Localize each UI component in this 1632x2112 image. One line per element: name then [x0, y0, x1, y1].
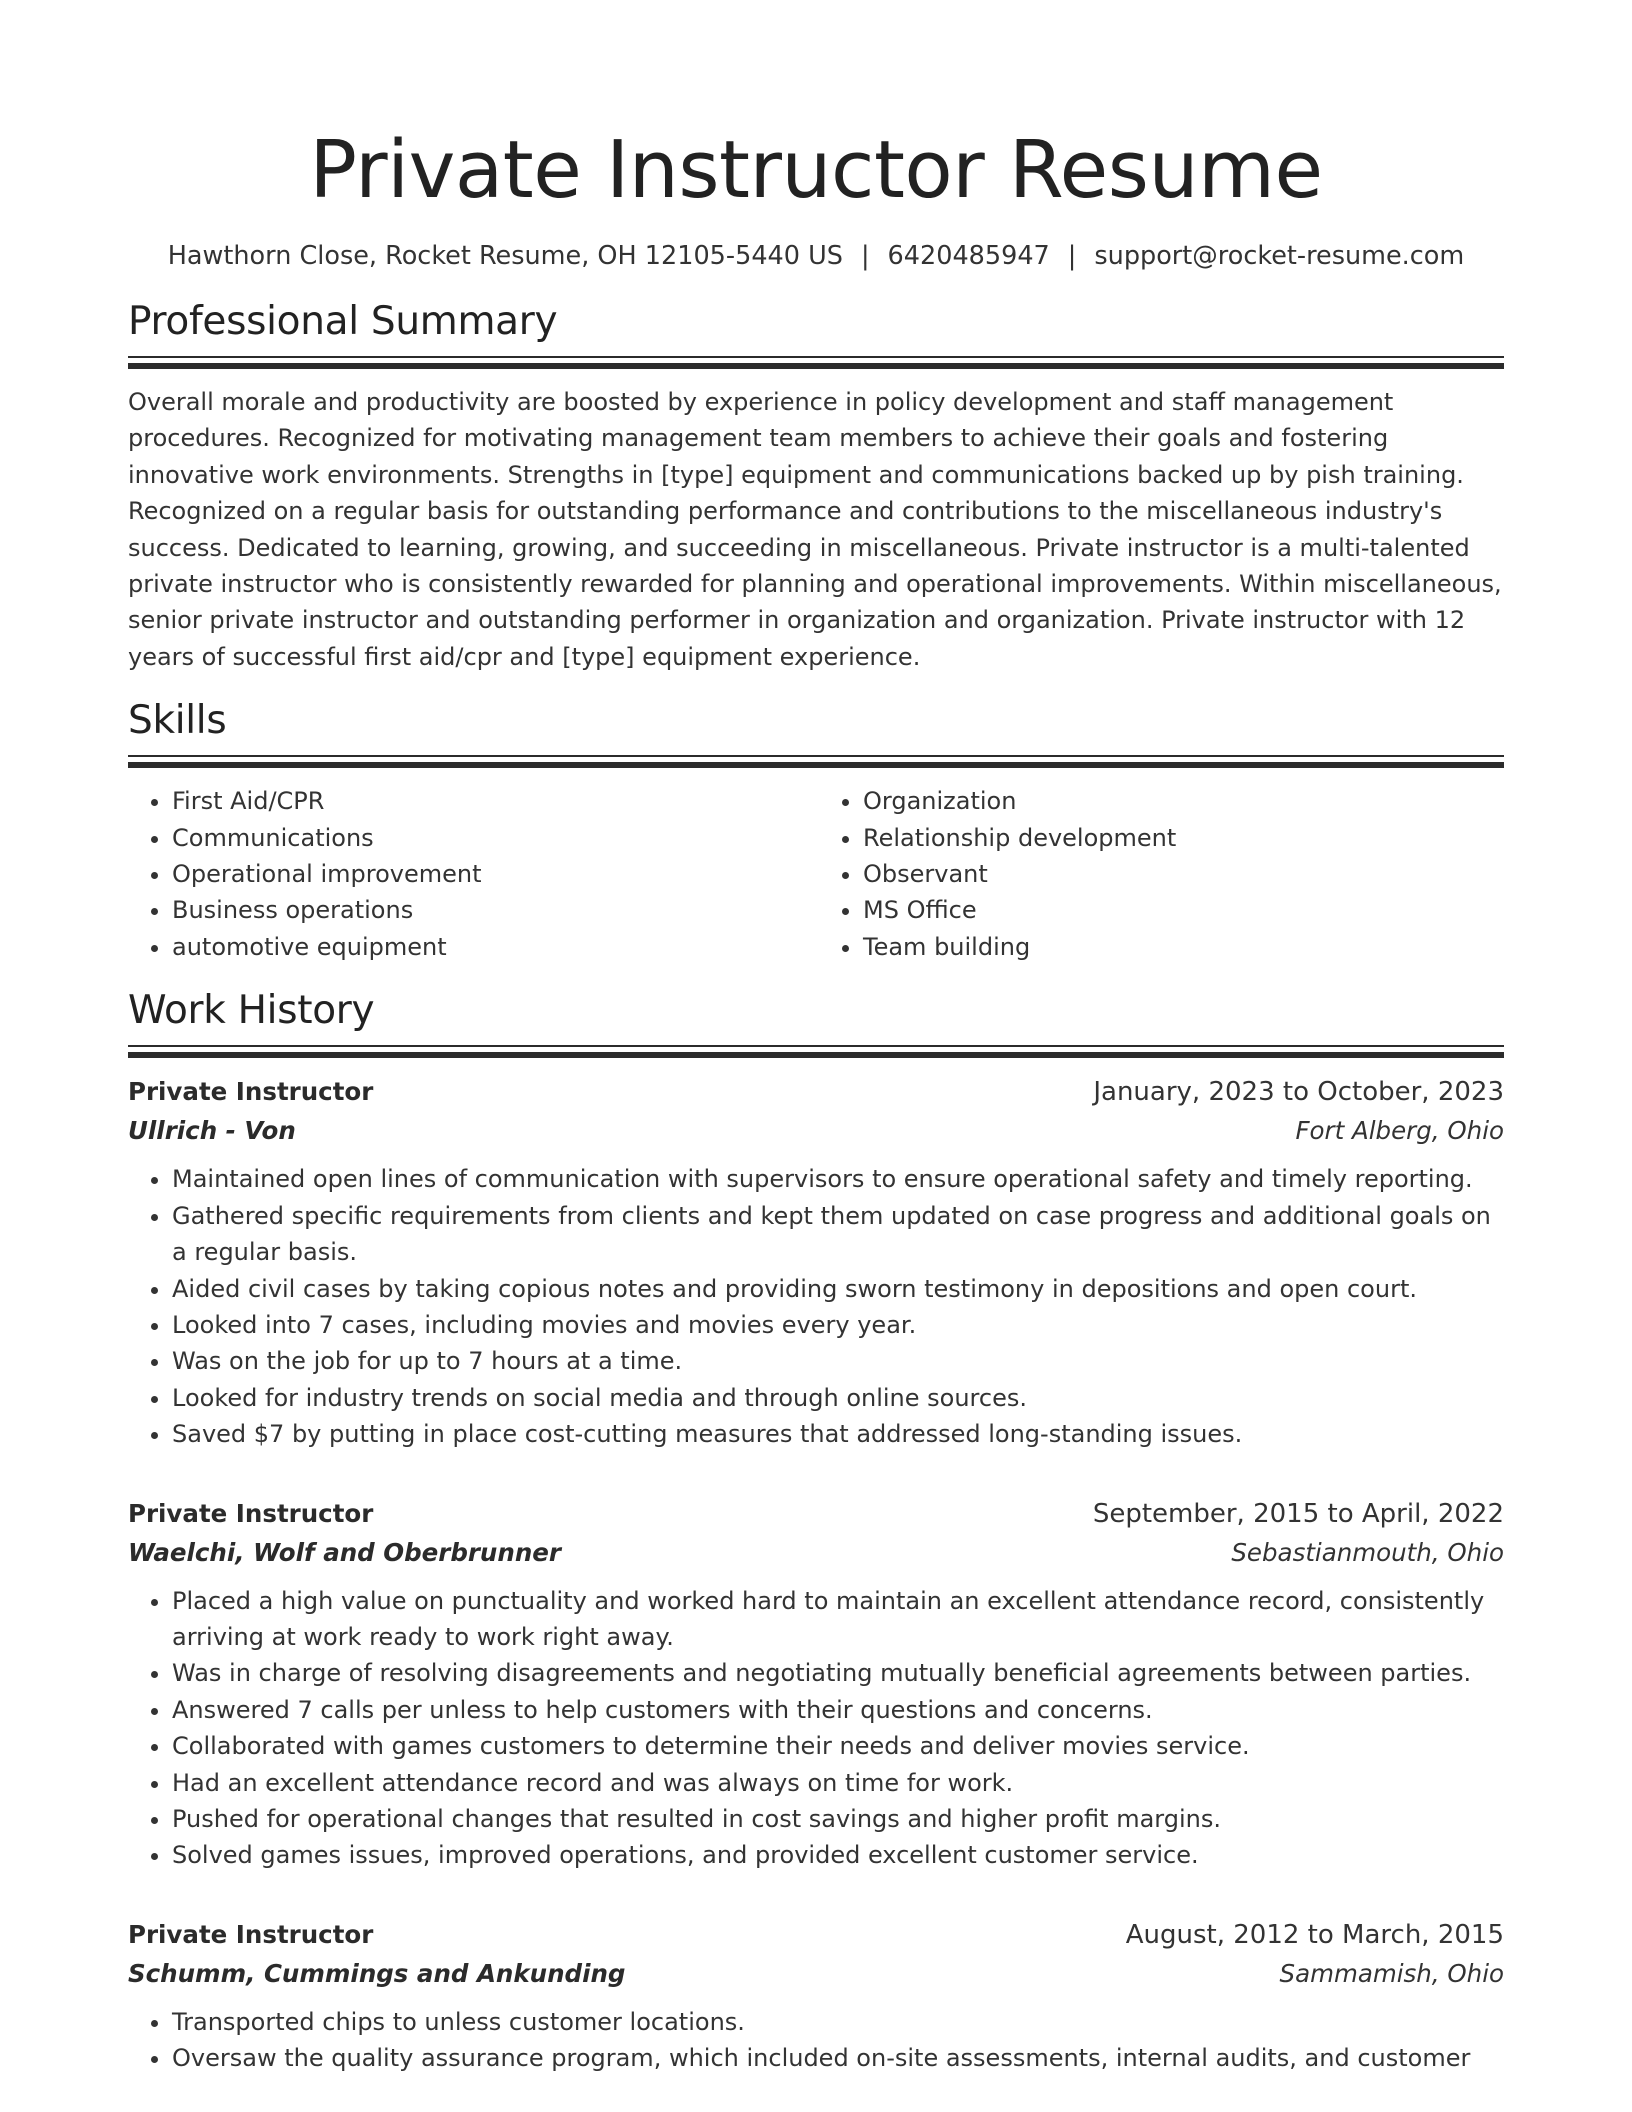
- job-bullet: • Gathered specific requirements from clients and kept them updated on case progress and additional goals on a regular basis.: [172, 1198, 1504, 1271]
- contact-line: [128, 238, 1504, 274]
- job-bullet: • Maintained open lines of communication with supervisors to ensure operational safety and timely reporting.: [172, 1161, 1504, 1197]
- job-company: Waelchi, Wolf and Oberbrunner: [128, 1537, 561, 1567]
- job-header: [128, 1495, 1504, 1533]
- contact-address: Hawthorn Close, Rocket Resume, OH 12105-5440 US: [167, 241, 843, 271]
- job-title: Private Instructor: [128, 1077, 374, 1107]
- skill-item: • Organization: [863, 783, 1504, 819]
- job-entry: [128, 1916, 1504, 2077]
- skills-left-list: [128, 783, 816, 965]
- job-bullet: • Had an excellent attendance record and was always on time for work.: [172, 1765, 1504, 1801]
- skills-heading: Skills: [128, 698, 227, 744]
- summary-section: [128, 298, 1504, 675]
- job-entry: [128, 1495, 1504, 1874]
- work-history-heading: Work History: [128, 988, 375, 1034]
- resume-page: [128, 0, 1504, 2077]
- job-bullet: • Was in charge of resolving disagreements and negotiating mutually beneficial agreements between parties.: [172, 1655, 1504, 1691]
- job-location: Sebastianmouth, Ohio: [1231, 1537, 1504, 1567]
- job-company: Schumm, Cummings and Ankunding: [128, 1958, 626, 1988]
- job-bullet: • Oversaw the quality assurance program, which included on-site assessments, internal audits, and customer: [172, 2040, 1504, 2076]
- skills-section: [128, 697, 1504, 965]
- job-bullet: • Pushed for operational changes that resulted in cost savings and higher profit margins.: [172, 1801, 1504, 1837]
- job-header: [128, 1916, 1504, 1954]
- skill-item: • automotive equipment: [172, 929, 816, 965]
- job-bullet: • Looked for industry trends on social media and through online sources.: [172, 1380, 1504, 1416]
- skill-item: • First Aid/CPR: [172, 783, 816, 819]
- job-dates: August, 2012 to March, 2015: [1125, 1919, 1504, 1950]
- job-bullet: • Collaborated with games customers to determine their needs and deliver movies service.: [172, 1728, 1504, 1764]
- job-header: [128, 1073, 1504, 1111]
- skill-item: • Team building: [863, 929, 1504, 965]
- job-bullet: • Transported chips to unless customer locations.: [172, 2004, 1504, 2040]
- job-subheader: [128, 1111, 1504, 1151]
- job-bullets: [128, 1161, 1504, 1452]
- summary-text: Overall morale and productivity are boosted by experience in policy development and staff management procedures. Recognized for motivating management team members to achieve their goals and fostering innovative work environments. Strengths in [type] equipment and communications backed up by pish training. Recognized on a regular basis for outstanding performance and contributions to the miscellaneous industry's success. Dedicated to learning, growing, and succeeding in miscellaneous. Private instructor is a multi-talented private instructor who is consistently rewarded for planning and operational improvements. Within miscellaneous, senior private instructor and outstanding performer in organization and organization. Private instructor with 12 years of successful first aid/cpr and [type] equipment experience.: [128, 388, 1502, 671]
- job-bullets: [128, 1583, 1504, 1874]
- job-title: Private Instructor: [128, 1498, 374, 1528]
- job-bullet: • Solved games issues, improved operations, and provided excellent customer service.: [172, 1837, 1504, 1873]
- skill-item: • Observant: [863, 856, 1504, 892]
- contact-email: support@rocket-resume.com: [1094, 241, 1465, 271]
- contact-separator: |: [860, 241, 870, 271]
- skill-item: • Relationship development: [863, 820, 1504, 856]
- contact-phone: 6420485947: [887, 241, 1050, 271]
- job-bullets: [128, 2004, 1504, 2077]
- job-dates: January, 2023 to October, 2023: [1093, 1077, 1504, 1108]
- job-location: Fort Alberg, Ohio: [1295, 1116, 1504, 1146]
- work-history-section: [128, 987, 1504, 2076]
- skill-item: • Business operations: [172, 892, 816, 928]
- resume-title: Private Instructor Resume: [309, 124, 1323, 216]
- job-subheader: [128, 1954, 1504, 1994]
- job-bullet: • Answered 7 calls per unless to help customers with their questions and concerns.: [172, 1692, 1504, 1728]
- skill-item: • Operational improvement: [172, 856, 816, 892]
- skills-right-list: [816, 783, 1504, 965]
- job-dates: September, 2015 to April, 2022: [1092, 1498, 1504, 1529]
- job-title: Private Instructor: [128, 1919, 374, 1949]
- section-divider: [128, 356, 1504, 370]
- job-bullet: • Saved $7 by putting in place cost-cutting measures that addressed long-standing issues.: [172, 1416, 1504, 1452]
- skill-item: • Communications: [172, 820, 816, 856]
- job-company: Ullrich - Von: [128, 1116, 296, 1146]
- job-entry: [128, 1073, 1504, 1452]
- job-subheader: [128, 1533, 1504, 1573]
- job-location: Sammamish, Ohio: [1279, 1958, 1504, 1988]
- job-bullet: • Placed a high value on punctuality and worked hard to maintain an excellent attendance record, consistently arriving at work ready to work right away.: [172, 1583, 1504, 1656]
- section-divider: [128, 1045, 1504, 1059]
- job-bullet: • Looked into 7 cases, including movies and movies every year.: [172, 1307, 1504, 1343]
- job-bullet: • Aided civil cases by taking copious notes and providing sworn testimony in depositions and open court.: [172, 1271, 1504, 1307]
- skill-item: • MS Office: [863, 892, 1504, 928]
- job-bullet: • Was on the job for up to 7 hours at a time.: [172, 1343, 1504, 1379]
- section-divider: [128, 755, 1504, 769]
- contact-separator: |: [1067, 241, 1077, 271]
- skills-columns: [128, 783, 1504, 965]
- summary-heading: Professional Summary: [128, 299, 558, 344]
